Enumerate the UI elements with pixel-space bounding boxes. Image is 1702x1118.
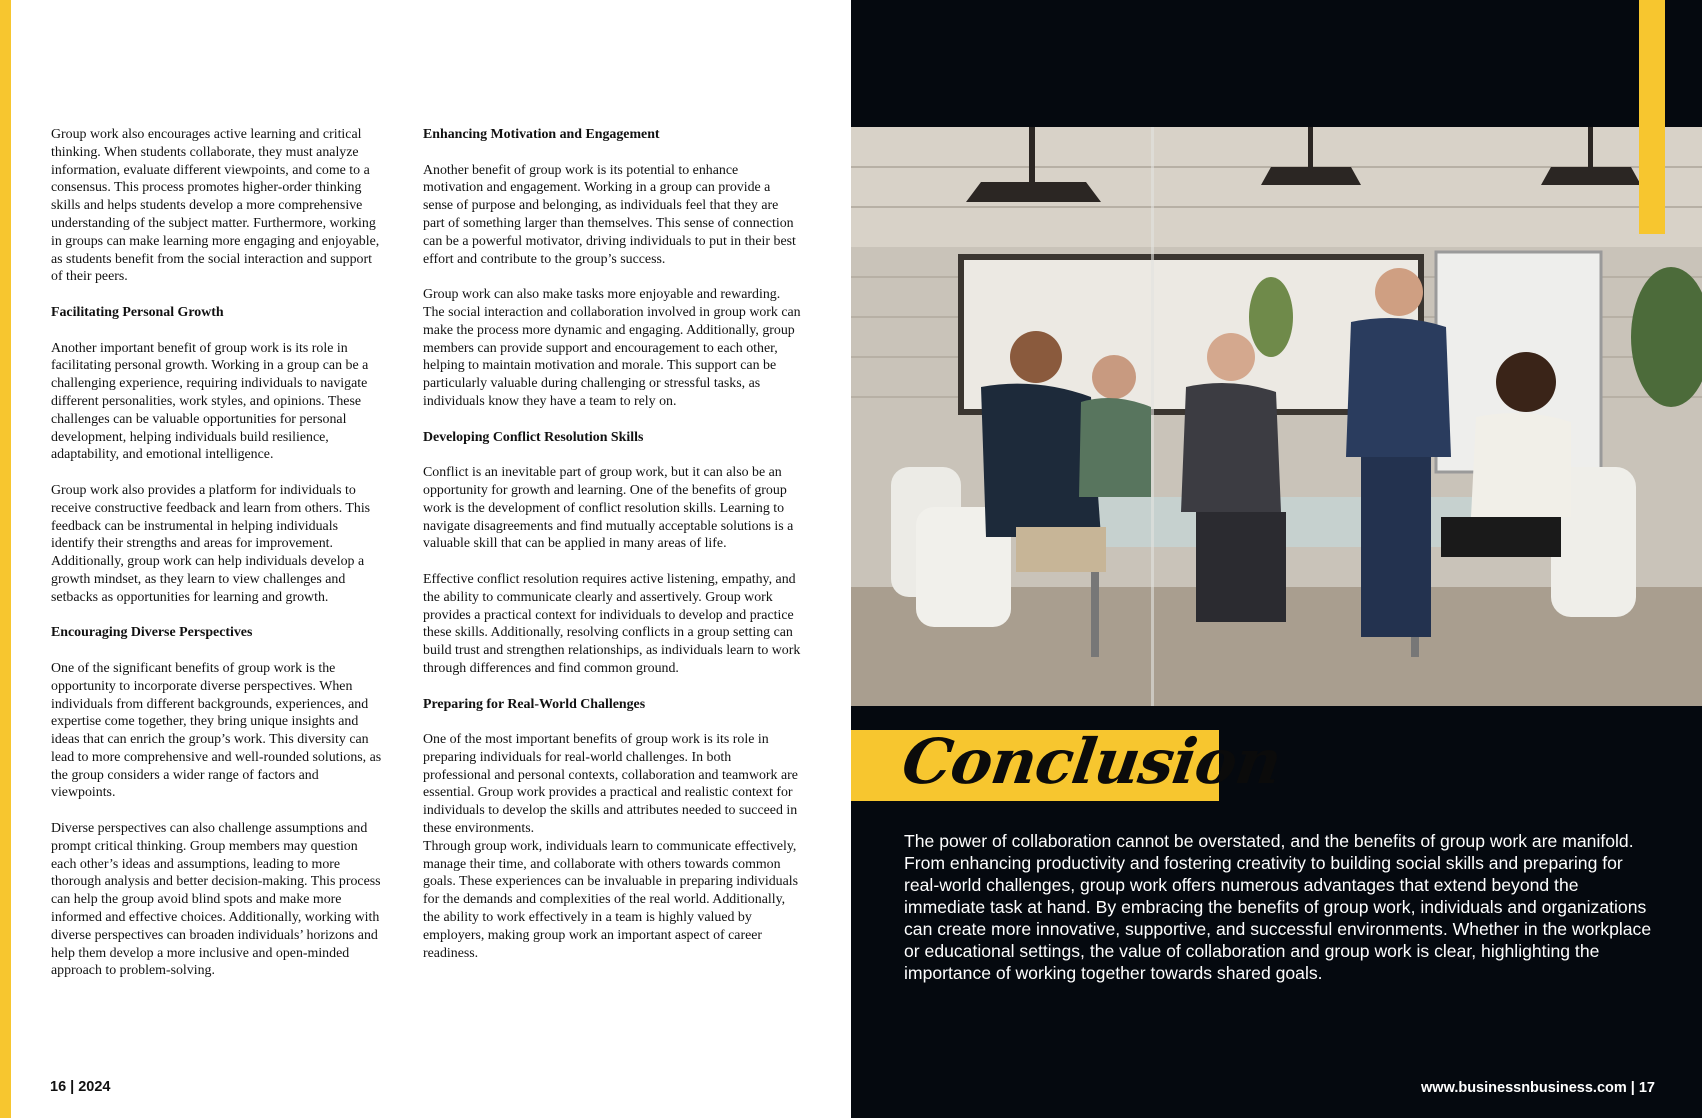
article-column-two [423,126,801,980]
left-accent-bar [0,0,11,1118]
page-number-right: www.businessnbusiness.com | 17 [1421,1080,1655,1096]
paragraph: One of the most important benefits of group work is its role in preparing individuals for real-world challenges. In both professional and personal contexts, collaboration and teamwork are essential. Group work provides a practical and realistic context for individuals to develop the skills and attributes needed to succeed in these environments. [423,732,798,837]
paragraph: Group work can also make tasks more enjoyable and rewarding. The social interaction and collaboration involved in group work can make the process more dynamic and engaging. Additionally, group members can provide support and encouragement to each other, helping to maintain motivation and morale. This support can be particularly valuable during challenging or stressful tasks, as individuals know they have a team to rely on. [423,287,801,409]
section-heading: Preparing for Real-World Challenges [423,696,646,712]
paragraph: Conflict is an inevitable part of group work, but it can also be an opportunity for growth and learning. One of the benefits of group work is the development of conflict resolution skills. Learning to navigate disagreements and find mutually acceptable solutions is a valuable skill that can be applied in many areas of life. [423,465,794,552]
section-heading: Enhancing Motivation and Engagement [423,127,660,142]
paragraph: Group work also encourages active learning and critical thinking. When students collaborate, they must analyze information, evaluate different viewpoints, and come to a consensus. This process promotes higher-order thinking skills and helps students develop a more comprehensive understanding of the subject matter. Furthermore, working in groups can make learning more engaging and enjoyable, as students benefit from the social interaction and support of their peers. [51,127,380,285]
section-heading: Encouraging Diverse Perspectives [51,625,253,641]
paragraph: Another important benefit of group work is its role in facilitating personal growth. Working in a group can be a challenging experience, requiring individuals to navigate different personalities, work styles, and opinions. These challenges can be valuable opportunities for personal development, helping individuals build resilience, adaptability, and emotional intelligence. [51,340,369,463]
paragraph: One of the significant benefits of group work is the opportunity to incorporate diverse perspectives. When individuals from different backgrounds, experiences, and expertise come together, they bring unique insights and ideas that can enrich the group’s work. This diversity can lead to more comprehensive and well-rounded solutions, as the group considers a wider range of factors and viewpoints. [51,660,382,801]
conclusion-title: Conclusion [897,725,1286,798]
paragraph: Effective conflict resolution requires active listening, empathy, and the ability to communicate clearly and assertively. Group work provides a practical context for individuals to develop and practice these skills. Additionally, resolving conflicts in a group setting can build trust and strengthen relationships, as individuals learn to work through differences and find common ground. [423,571,801,676]
right-page [851,0,1702,1118]
article-column-one [51,126,383,998]
section-heading: Facilitating Personal Growth [51,304,224,320]
section-heading: Developing Conflict Resolution Skills [423,429,644,445]
paragraph: Through group work, individuals learn to communicate effectively, manage their time, and collaborate with others towards common goals. These experiences can be invaluable in preparing individuals for the demands and complexities of the real world. Additionally, the ability to work effectively in a team is highly valued by employers, making group work an important aspect of career readiness. [423,838,799,961]
paragraph: Group work also provides a platform for individuals to receive constructive feedback and learn from others. This feedback can be instrumental in helping individuals identify their strengths and areas for improvement. Additionally, group work can help individuals develop a growth mindset, as they learn to view challenges and setbacks as opportunities for learning and growth. [51,482,371,605]
page-number-left: 16 | 2024 [50,1079,111,1095]
paragraph: Diverse perspectives can also challenge assumptions and prompt critical thinking. Group members may question each other’s ideas and assumptions, leading to more thorough analysis and better decision-making. This process can help the group avoid blind spots and make more informed and effective choices. Additionally, working with diverse perspectives can broaden individuals’ horizons and help them develop a more inclusive and open-minded approach to problem-solving. [51,821,381,979]
right-accent-bar [1639,0,1665,234]
conclusion-text: The power of collaboration cannot be overstated, and the benefits of group work are manifold. From enhancing productivity and fostering creativity to building social skills and preparing for real-world challenges, group work offers numerous advantages that extend beyond the immediate task at hand. By embracing the benefits of group work, individuals and organizations can create more innovative, supportive, and successful environments. Whether in the workplace or educational settings, the value of collaboration and group work is clear, highlighting the importance of working together towards shared goals. [904,831,1652,983]
paragraph: Another benefit of group work is its potential to enhance motivation and engagement. Working in a group can provide a sense of purpose and belonging, as individuals feel that they are part of something larger than themselves. This sense of connection can be a powerful motivator, driving individuals to put in their best effort and contribute to the group’s success. [423,162,796,267]
office-meeting-photo-icon [851,127,1702,706]
